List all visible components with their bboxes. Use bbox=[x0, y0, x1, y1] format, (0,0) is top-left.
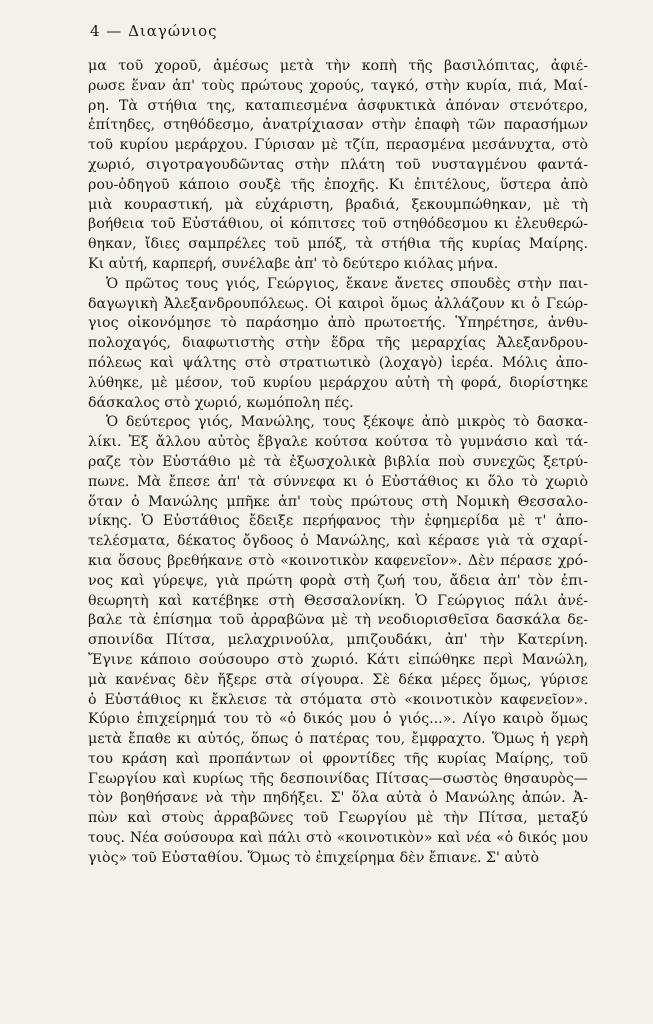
text-line: λύθηκε, μὲ μέσον, τοῦ κυρίου μεράρχου αὐτὴ τὴ φορά, διορίστηκε bbox=[88, 374, 588, 391]
text-line: γιὸς» τοῦ Εὐσταθίου. Ὅμως τὸ ἐπιχείρημα δὲν ἔπιανε. Σ' αὐτὸ bbox=[88, 849, 540, 866]
text-line: θεωρητὴ καὶ κατέβηκε στὴ Θεσσαλονίκη. Ὁ Γεώργιος πάλι ἀνέ- bbox=[88, 592, 588, 609]
text-line: τοῦ κυρίου μεράρχου. Γύρισαν μὲ τζίπ, περασμένα μεσάνυχτα, στὸ bbox=[88, 137, 588, 154]
paragraph bbox=[88, 57, 588, 275]
text-line: θηκαν, ἴδιες σαμπρέλες τοῦ μπόξ, τὰ στήθια τῆς κυρίας Μαίρης. bbox=[88, 236, 588, 253]
text-line: χωριό, σιγοτραγουδῶντας στὴν πλάτη τοῦ νυσταγμένου φαντά- bbox=[88, 156, 588, 173]
body-text bbox=[88, 57, 588, 869]
text-line: κια ὅσους βρεθήκανε στὸ «κοινοτικὸν καφενεῖον». Δὲν πέρασε χρό- bbox=[88, 552, 588, 569]
text-line: ρωσε ἕναν ἀπ' τοὺς πρώτους χορούς, ταγκό, στὴν κυρία, πιά, Μαί- bbox=[88, 77, 588, 94]
text-line: του κράση καὶ προπάντων οἱ φροντίδες τῆς κυρίας Μαίρης, τοῦ bbox=[88, 750, 588, 767]
text-line: Ὁ πρῶτος τους γιός, Γεώργιος, ἔκανε ἄνετες σπουδὲς στὴν παι- bbox=[106, 275, 588, 292]
text-line: τους. Νέα σούσουρα καὶ πάλι στὸ «κοινοτικὸν» καὶ νέα «ὁ δικός μου bbox=[88, 830, 588, 847]
text-line: πόλεως καὶ ψάλτης στὸ στρατιωτικὸ (λοχαγὸ) ἱερέα. Μόλις ἀπο- bbox=[88, 354, 588, 371]
text-line: μα τοῦ χοροῦ, ἀμέσως μετὰ τὴν κοπὴ τῆς βασιλόπιτας, ἀφιέ- bbox=[88, 58, 588, 74]
text-line: πολοχαγός, διαφωτιστὴς στὴν ἕδρα τῆς μεραρχίας Ἀλεξανδρου- bbox=[88, 335, 588, 352]
text-line: ραζε τὸν Εὐστάθιο μὲ τὰ ἐξωσχολικὰ βιβλία ποὺ συνεχῶς ξετρύ- bbox=[88, 453, 588, 470]
text-line: δαγωγικὴ Ἀλεξανδρουπόλεως. Οἱ καιροὶ ὅμως ἀλλάζουν κι ὁ Γεώρ- bbox=[88, 295, 588, 312]
text-line: πωνε. Μὰ ἔπεσε ἀπ' τὰ σύννεφα κι ὁ Εὐστάθιος κι ὅλο τὸ χωριὸ bbox=[88, 473, 588, 490]
running-head: 4 — Διαγώνιος bbox=[90, 22, 218, 40]
text-line: Ἔγινε κάποιο σούσουρο στὸ χωριό. Κάτι εἰπώθηκε περὶ Μανώλη, bbox=[88, 651, 588, 668]
text-line: Γεωργίου καὶ κυρίως τῆς δεσποινίδας Πίτσας—σωστὸς θησαυρὸς— bbox=[88, 770, 588, 787]
text-line: ὁ Εὐστάθιος κι ἔκλεισε τὰ στόματα στὸ «κοινοτικὸν καφενεῖον». bbox=[88, 691, 588, 708]
text-line: βαλε τὰ ἐπίσημα τοῦ ἀρραβῶνα μὲ τὴ νεοδιορισθεῖσα δασκάλα δε- bbox=[88, 612, 588, 629]
text-line: τελέσματα, δέκατος ὄγδοος ὁ Μανώλης, καὶ κέρασε γιὰ τὰ σχαρί- bbox=[88, 533, 588, 550]
text-line: νος καὶ γύρεψε, γιὰ πρώτη φορὰ στὴ ζωή του, ἄδεια ἀπ' τὸν ἐπι- bbox=[88, 572, 588, 589]
text-line: Κι αὐτή, καρπερή, συνέλαβε ἀπ' τὸ δεύτερο κιόλας μήνα. bbox=[88, 255, 499, 272]
text-line: μετὰ ἔπαθε κι αὐτός, ὅπως ὁ πατέρας του, ἔμφραχτο. Ὅμως ἡ γερὴ bbox=[88, 731, 588, 748]
text-line: ρη. Τὰ στήθια της, καταπιεσμένα ἀσφυκτικὰ ἀπόναν στενότερο, bbox=[88, 97, 588, 114]
text-line: ὅταν ὁ Μανώλης μπῆκε ἀπ' τοὺς πρώτους στὴ Νομικὴ Θεσσαλο- bbox=[88, 493, 588, 510]
text-line: Κύριο ἐπιχείρημά του τὸ «ὁ δικός μου ὁ γιός...». Λίγο καιρὸ ὅμως bbox=[88, 711, 588, 728]
text-line: πὼν καὶ στοὺς ἀρραβῶνες τοῦ Γεωργίου μὲ τὴν Πίτσα, μεταξύ bbox=[88, 810, 588, 827]
paragraph bbox=[88, 413, 588, 868]
text-line: βοήθεια τοῦ Εὐστάθιου, οἱ κόπιτσες τοῦ στηθόδεσμου κι ἐλευθερώ- bbox=[88, 216, 588, 233]
paragraph bbox=[88, 275, 588, 414]
text-line: γιος οἰκονόμησε τὸ παράσημο ἀπὸ πρωτοετής. Ὑπηρέτησε, ἀνθυ- bbox=[88, 315, 588, 332]
text-line: μὰ κανένας δὲν ἤξερε στὰ σίγουρα. Σὲ δέκα μέρες ὅμως, γύρισε bbox=[88, 671, 588, 688]
text-line: ἐπίτηδες, στηθόδεσμο, ἀνατρίχιασαν στὴν ἐπαφὴ τῶν παρασήμων bbox=[88, 117, 588, 134]
text-line: νίκης. Ὁ Εὐστάθιος ἔδειξε περήφανος τὴν ἐφημερίδα μὲ τ' ἀπο- bbox=[88, 513, 588, 530]
text-line: σποινίδα Πίτσα, μελαχρινούλα, μπιζουδάκι, ἀπ' τὴν Κατερίνη. bbox=[88, 632, 588, 649]
text-line: μιὰ κουραστική, μὰ εὐχάριστη, βραδιά, ξεκουμπώθηκαν, μὲ τὴ bbox=[88, 196, 588, 213]
text-line: Ὁ δεύτερος γιός, Μανώλης, τους ξέκοψε ἀπὸ μικρὸς τὸ δασκα- bbox=[106, 414, 588, 431]
text-line: δάσκαλος στὸ χωριό, κωμόπολη πές. bbox=[88, 394, 354, 411]
text-line: τὸν βοηθήσανε νὰ τὴν πηδήξει. Σ' ὅλα αὐτὰ ὁ Μανώλης ἀπών. Ἀ- bbox=[88, 790, 588, 807]
text-line: ρου-ὁδηγοῦ κάποιο σουξὲ τῆς ἐποχῆς. Κι ἐπιτέλους, ὕστερα ἀπὸ bbox=[88, 176, 588, 193]
text-line: λίκι. Ἐξ ἄλλου αὐτὸς ἔβγαλε κούτσα κούτσα τὸ γυμνάσιο καὶ τά- bbox=[88, 434, 588, 451]
